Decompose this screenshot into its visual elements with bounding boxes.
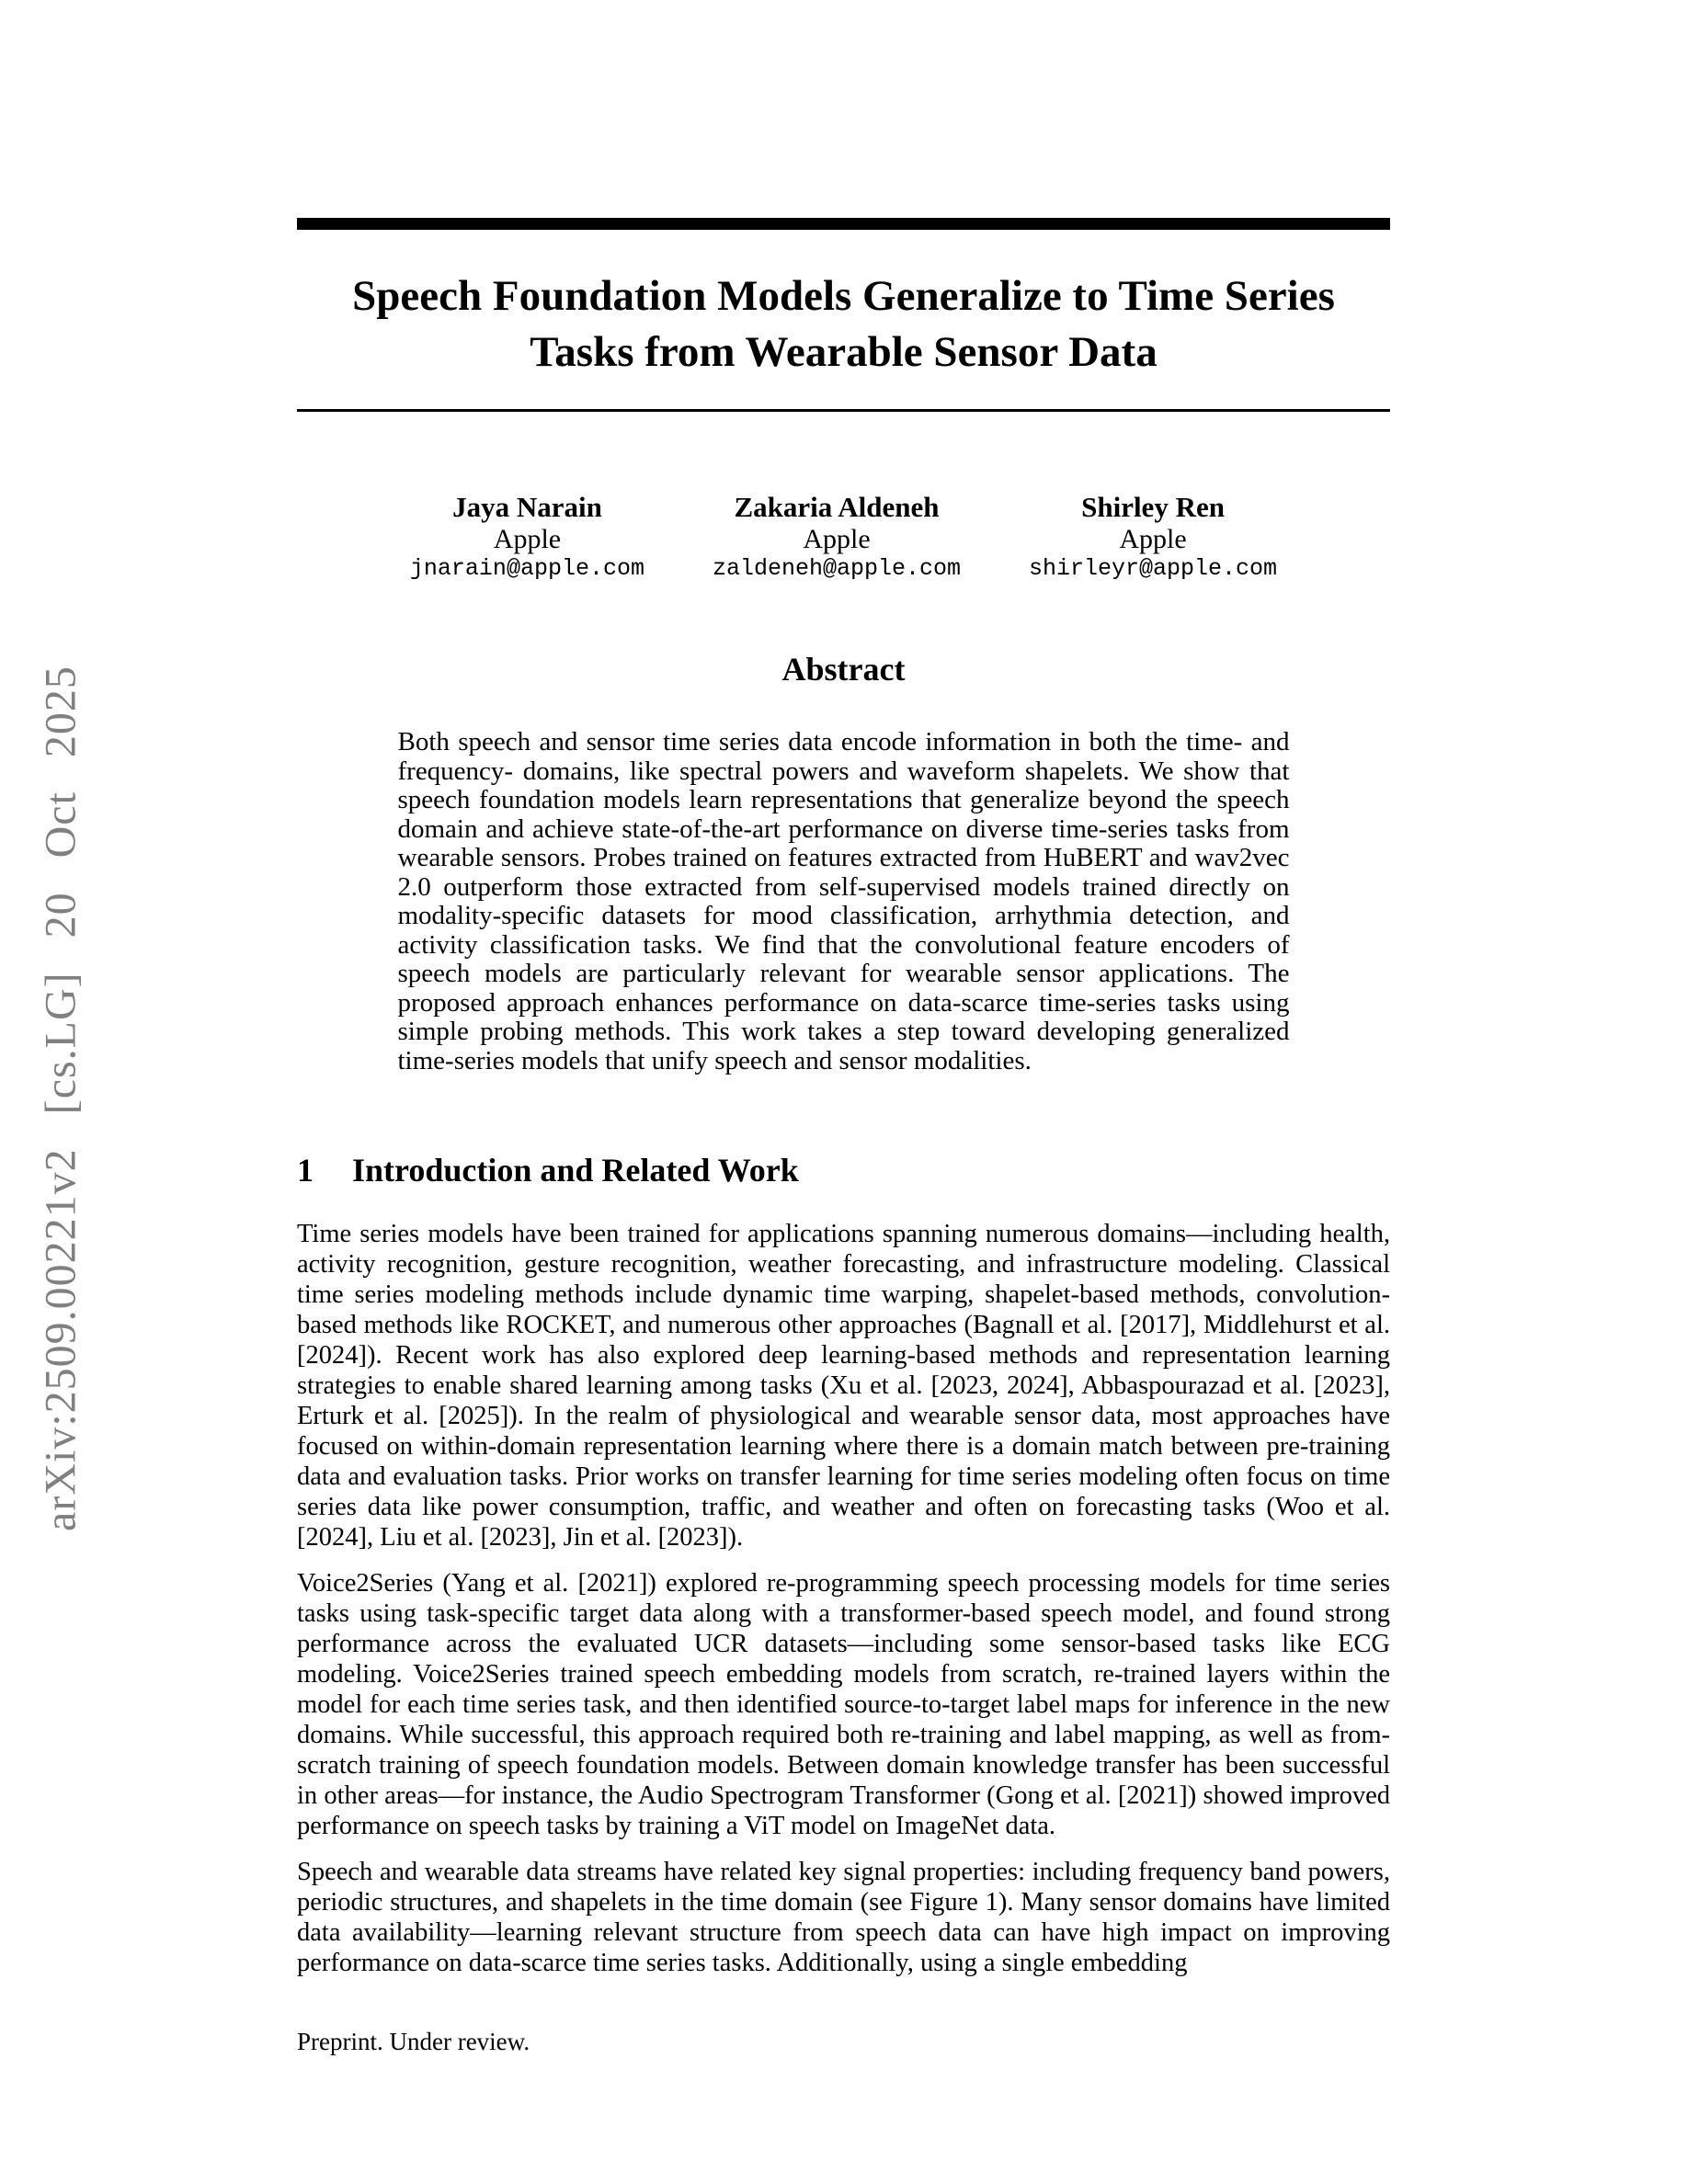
footer-note: Preprint. Under review.: [297, 2028, 530, 2055]
top-rule: [297, 218, 1390, 230]
abstract-text: Both speech and sensor time series data encode information in both the time- and frequency- domains, like spectral powers and waveform shapelets. We show that speech foundation models learn representations that generalize beyond the speech domain and achieve state-of-the-art performance on diverse time-series tasks from wearable sensors. Probes trained on features extracted from HuBERT and wav2vec 2.0 outperform those extracted from self-supervised models trained directly on modality-specific datasets for mood classification, arrhythmia detection, and activity classification tasks. We find that the convolutional feature encoders of speech models are particularly relevant for wearable sensor applications. The proposed approach enhances performance on data-scarce time-series tasks using simple probing methods. This work takes a step toward developing generalized time-series models that unify speech and sensor modalities.: [397, 727, 1290, 1075]
paper-title: [297, 268, 1390, 381]
title-rule: [297, 409, 1390, 412]
author-block: [1029, 491, 1277, 583]
paper-title-line-2: Tasks from Wearable Sensor Data: [530, 328, 1158, 376]
author-email: zaldeneh@apple.com: [712, 555, 962, 582]
authors-row: [297, 491, 1390, 583]
author-affiliation: Apple: [803, 524, 871, 554]
author-block: [410, 491, 644, 583]
author-name: Jaya Narain: [452, 491, 602, 523]
author-email: shirleyr@apple.com: [1029, 555, 1278, 582]
paper-content: [297, 0, 1390, 1978]
author-affiliation: Apple: [493, 524, 562, 554]
abstract-heading: Abstract: [781, 651, 906, 688]
author-email: jnarain@apple.com: [409, 555, 644, 582]
author-affiliation: Apple: [1119, 524, 1187, 554]
section-title: Introduction and Related Work: [352, 1152, 799, 1189]
author-name: Zakaria Aldeneh: [734, 491, 940, 523]
author-block: [713, 491, 961, 583]
section-number: 1: [297, 1152, 314, 1189]
section-heading: [297, 1149, 1390, 1191]
author-name: Shirley Ren: [1081, 491, 1225, 523]
paragraph: Time series models have been trained for applications spanning numerous domains—including health, activity recognition, gesture recognition, weather forecasting, and infrastructure modeling. Classical time series modeling methods include dynamic time warping, shapelet-based methods, convolution-based methods like ROCKET, and numerous other approaches (Bagnall et al. [2017], Middlehurst et al. [2024]). Recent work has also explored deep learning-based methods and representation learning strategies to enable shared learning among tasks (Xu et al. [2023, 2024], Abbaspourazad et al. [2023], Erturk et al. [2025]). In the realm of physiological and wearable sensor data, most approaches have focused on within-domain representation learning where there is a domain match between pre-training data and evaluation tasks. Prior works on transfer learning for time series modeling often focus on time series data like power consumption, traffic, and weather and often on forecasting tasks (Woo et al. [2024], Liu et al. [2023], Jin et al. [2023]).: [297, 1220, 1390, 1552]
paper-title-line-1: Speech Foundation Models Generalize to Time Series: [352, 272, 1335, 320]
paragraph: Voice2Series (Yang et al. [2021]) explored re-programming speech processing models for time series tasks using task-specific target data along with a transformer-based speech model, and found strong performance across the evaluated UCR datasets—including some sensor-based tasks like ECG modeling. Voice2Series trained speech embedding models from scratch, re-trained layers within the model for each time series task, and then identified source-to-target label maps for inference in the new domains. While successful, this approach required both re-training and label mapping, as well as from-scratch training of speech foundation models. Between domain knowledge transfer has been successful in other areas—for instance, the Audio Spectrogram Transformer (Gong et al. [2021]) showed improved performance on speech tasks by training a ViT model on ImageNet data.: [297, 1569, 1390, 1840]
arxiv-watermark: arXiv:2509.00221v2 [cs.LG] 20 Oct 2025: [36, 665, 86, 1531]
paragraph: Speech and wearable data streams have related key signal properties: including frequency band powers, periodic structures, and shapelets in the time domain (see Figure 1). Many sensor domains have limited data availability—learning relevant structure from speech data can have high impact on improving performance on data-scarce time series tasks. Additionally, using a single embedding: [297, 1858, 1390, 1977]
